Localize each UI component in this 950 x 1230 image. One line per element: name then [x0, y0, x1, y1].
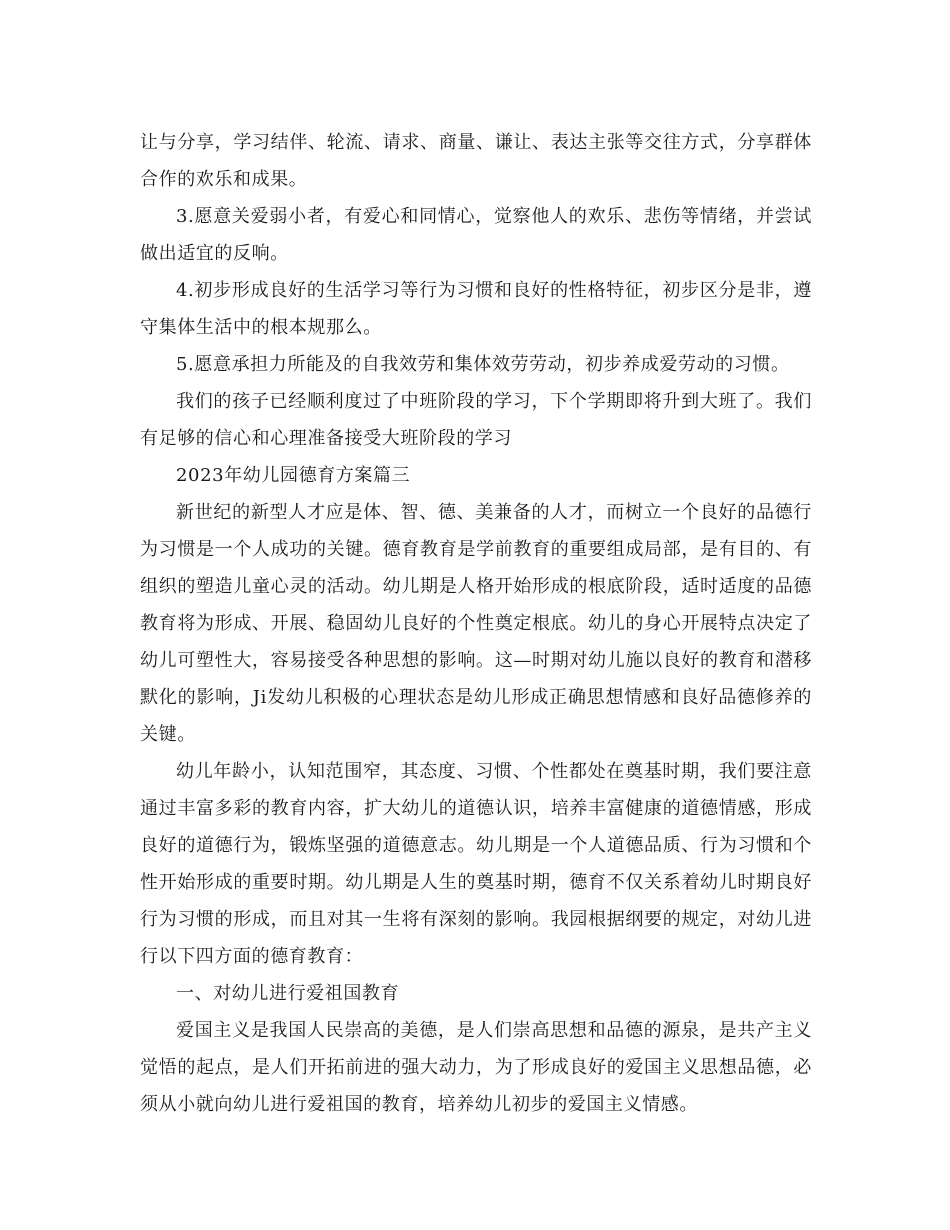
list-item-4: 4.初步形成良好的生活学习等行为习惯和良好的性格特征，初步区分是非，遵守集体生活中的根本规那么。 — [140, 280, 812, 338]
paragraph-continuation: 让与分享，学习结伴、轮流、请求、商量、谦让、表达主张等交往方式，分享群体合作的欢乐和成果。 — [140, 132, 812, 190]
document-body — [140, 124, 812, 1123]
list-item-5: 5.愿意承担力所能及的自我效劳和集体效劳劳动，初步养成爱劳动的习惯。 — [176, 354, 790, 375]
closing-paragraph: 我们的孩子已经顺利度过了中班阶段的学习，下个学期即将升到大班了。我们有足够的信心和心理准备接受大班阶段的学习 — [140, 391, 812, 449]
body-paragraph: 新世纪的新型人才应是体、智、德、美兼备的人才，而树立一个良好的品德行为习惯是一个人成功的关键。德育教育是学前教育的重要组成局部，是有目的、有组织的塑造儿童心灵的活动。幼儿期是人格开始形成的根底阶段，适时适度的品德教育将为形成、开展、稳固幼儿良好的个性奠定根底。幼儿的身心开展特点决定了幼儿可塑性大，容易接受各种思想的影响。这—时期对幼儿施以良好的教育和潜移默化的影响，Ji发幼儿积极的心理状态是幼儿形成正确思想情感和良好品德修养的关键。 — [140, 502, 812, 745]
body-paragraph: 幼儿年龄小，认知范围窄，其态度、习惯、个性都处在奠基时期，我们要注意通过丰富多彩的教育内容，扩大幼儿的道德认识，培养丰富健康的道德情感，形成良好的道德行为，锻炼坚强的道德意志。幼儿期是一个人道德品质、行为习惯和个性开始形成的重要时期。幼儿期是人生的奠基时期，德育不仅关系着幼儿时期良好行为习惯的形成，而且对其一生将有深刻的影响。我园根据纲要的规定，对幼儿进行以下四方面的德育教育： — [140, 761, 812, 967]
subsection-heading: 一、对幼儿进行爱祖国教育 — [176, 983, 400, 1004]
section-heading: 2023年幼儿园德育方案篇三 — [176, 465, 411, 486]
body-paragraph: 爱国主义是我国人民崇高的美德，是人们崇高思想和品德的源泉，是共产主义觉悟的起点，是人们开拓前进的强大动力，为了形成良好的爱国主义思想品德，必须从小就向幼儿进行爱祖国的教育，培养幼儿初步的爱国主义情感。 — [140, 1020, 812, 1115]
list-item-3: 3.愿意关爱弱小者，有爱心和同情心，觉察他人的欢乐、悲伤等情绪，并尝试做出适宜的反响。 — [140, 206, 812, 264]
